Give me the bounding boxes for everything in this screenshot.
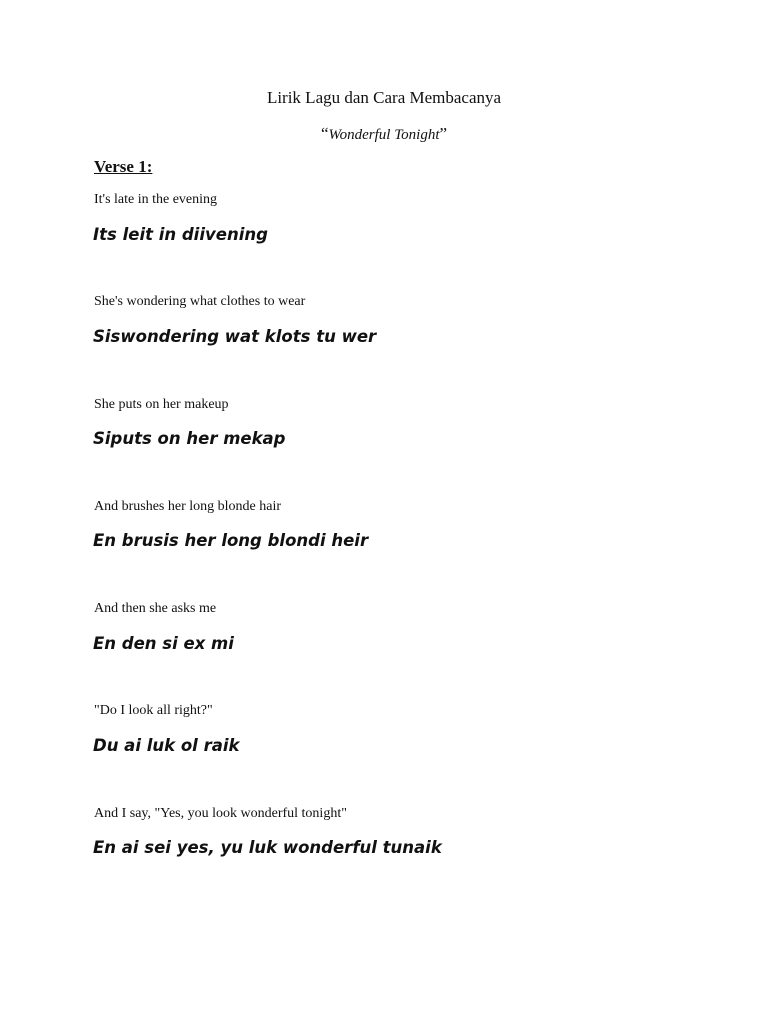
lyric-line: She's wondering what clothes to wear bbox=[94, 294, 306, 309]
phonetic-line: En ai sei yes, yu luk wonderful tunaik bbox=[93, 838, 442, 857]
verse-heading: Verse 1: bbox=[94, 157, 153, 176]
phonetic-line: En den si ex mi bbox=[93, 634, 234, 653]
phonetic-line: Its leit in diivening bbox=[93, 225, 268, 244]
document-title: Lirik Lagu dan Cara Membacanya bbox=[266, 88, 502, 107]
phonetic-line: Siputs on her mekap bbox=[93, 429, 286, 448]
lyric-line: She puts on her makeup bbox=[94, 397, 229, 412]
phonetic-line: Du ai luk ol raik bbox=[93, 736, 240, 755]
song-subtitle bbox=[0, 124, 768, 145]
lyric-line: It's late in the evening bbox=[94, 192, 218, 207]
phonetic-line: Siswondering wat klots tu wer bbox=[93, 327, 377, 346]
phonetic-line: En brusis her long blondi heir bbox=[93, 531, 369, 550]
open-quote: “ bbox=[320, 124, 329, 143]
lyric-line: And then she asks me bbox=[94, 601, 217, 616]
lyric-line: "Do I look all right?" bbox=[94, 703, 213, 718]
lyric-line: And brushes her long blonde hair bbox=[94, 499, 282, 514]
lyric-line: And I say, "Yes, you look wonderful tonight" bbox=[94, 806, 347, 821]
song-title: Wonderful Tonight bbox=[328, 127, 440, 143]
close-quote: ” bbox=[439, 124, 448, 143]
